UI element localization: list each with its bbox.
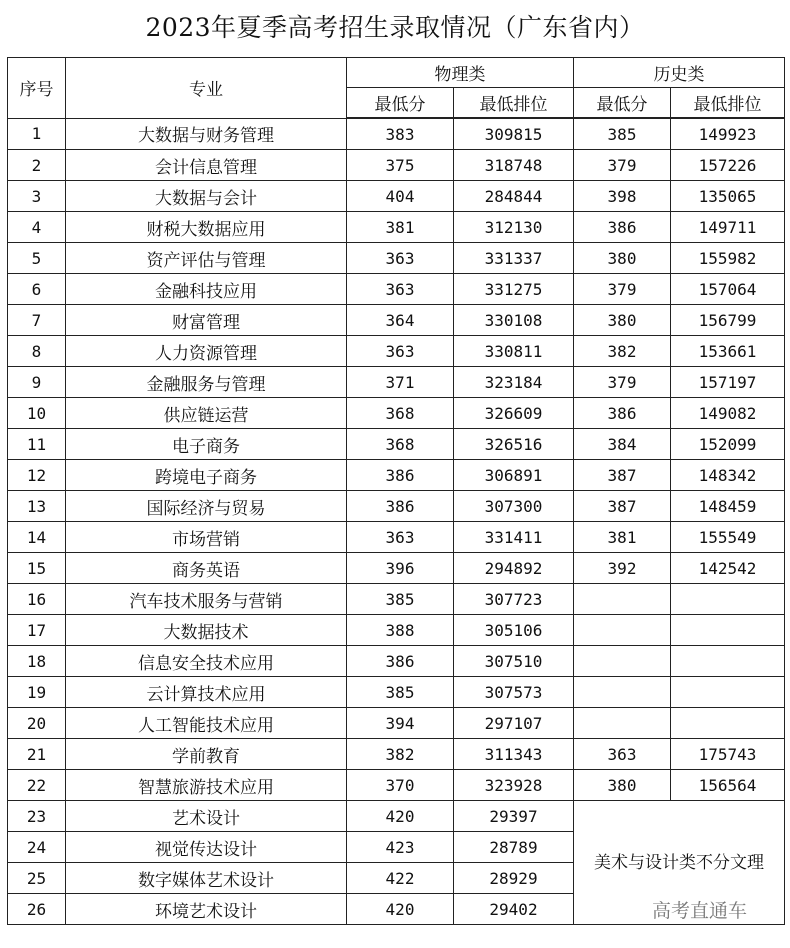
physics-min-rank-cell: 309815	[454, 118, 574, 150]
physics-min-score-cell: 386	[347, 460, 454, 491]
physics-min-rank-cell: 331337	[454, 243, 574, 274]
header-history: 历史类	[574, 58, 785, 88]
physics-min-rank-cell: 323184	[454, 367, 574, 398]
physics-min-score-cell: 386	[347, 491, 454, 522]
history-min-rank-cell	[671, 677, 785, 708]
history-min-rank-cell: 149711	[671, 212, 785, 243]
physics-min-score-cell: 363	[347, 243, 454, 274]
physics-min-score-cell: 363	[347, 274, 454, 305]
physics-min-score-cell: 371	[347, 367, 454, 398]
history-min-rank-cell: 156799	[671, 305, 785, 336]
seq-cell: 5	[8, 243, 66, 274]
history-min-score-cell	[574, 677, 671, 708]
history-min-score-cell: 386	[574, 212, 671, 243]
table-row	[8, 677, 785, 708]
table-row	[8, 274, 785, 305]
seq-cell: 17	[8, 615, 66, 646]
history-min-rank-cell	[671, 584, 785, 615]
physics-min-score-cell: 404	[347, 181, 454, 212]
physics-min-score-cell: 386	[347, 646, 454, 677]
history-min-rank-cell: 142542	[671, 553, 785, 584]
major-cell: 跨境电子商务	[66, 460, 347, 491]
history-min-rank-cell: 148342	[671, 460, 785, 491]
history-min-score-cell: 379	[574, 274, 671, 305]
physics-min-rank-cell: 306891	[454, 460, 574, 491]
table-row	[8, 491, 785, 522]
major-cell: 智慧旅游技术应用	[66, 770, 347, 801]
header-seq: 序号	[8, 58, 66, 119]
physics-min-rank-cell: 318748	[454, 150, 574, 181]
history-min-rank-cell: 149082	[671, 398, 785, 429]
seq-cell: 20	[8, 708, 66, 739]
history-min-rank-cell: 148459	[671, 491, 785, 522]
physics-min-score-cell: 381	[347, 212, 454, 243]
seq-cell: 12	[8, 460, 66, 491]
major-cell: 学前教育	[66, 739, 347, 770]
history-min-rank-cell: 149923	[671, 118, 785, 150]
seq-cell: 15	[8, 553, 66, 584]
major-cell: 商务英语	[66, 553, 347, 584]
table-row	[8, 646, 785, 677]
physics-min-rank-cell: 326516	[454, 429, 574, 460]
major-cell: 环境艺术设计	[66, 894, 347, 925]
seq-cell: 26	[8, 894, 66, 925]
history-min-score-cell	[574, 708, 671, 739]
header-history-min-score: 最低分	[574, 88, 671, 119]
seq-cell: 18	[8, 646, 66, 677]
physics-min-rank-cell: 305106	[454, 615, 574, 646]
seq-cell: 2	[8, 150, 66, 181]
major-cell: 电子商务	[66, 429, 347, 460]
physics-min-score-cell: 363	[347, 522, 454, 553]
physics-min-score-cell: 420	[347, 801, 454, 832]
physics-min-score-cell: 370	[347, 770, 454, 801]
seq-cell: 1	[8, 118, 66, 150]
major-cell: 金融服务与管理	[66, 367, 347, 398]
seq-cell: 23	[8, 801, 66, 832]
physics-min-rank-cell: 331411	[454, 522, 574, 553]
history-min-score-cell: 386	[574, 398, 671, 429]
physics-min-score-cell: 375	[347, 150, 454, 181]
seq-cell: 6	[8, 274, 66, 305]
history-min-rank-cell: 157197	[671, 367, 785, 398]
table-row	[8, 460, 785, 491]
physics-min-score-cell: 394	[347, 708, 454, 739]
physics-min-score-cell: 383	[347, 118, 454, 150]
major-cell: 财税大数据应用	[66, 212, 347, 243]
history-min-score-cell	[574, 615, 671, 646]
seq-cell: 3	[8, 181, 66, 212]
physics-min-score-cell: 420	[347, 894, 454, 925]
table-row	[8, 181, 785, 212]
major-cell: 市场营销	[66, 522, 347, 553]
seq-cell: 24	[8, 832, 66, 863]
table-row	[8, 429, 785, 460]
physics-min-rank-cell: 297107	[454, 708, 574, 739]
history-min-rank-cell: 155982	[671, 243, 785, 274]
physics-min-score-cell: 385	[347, 677, 454, 708]
physics-min-rank-cell: 307573	[454, 677, 574, 708]
major-cell: 国际经济与贸易	[66, 491, 347, 522]
table-row	[8, 398, 785, 429]
major-cell: 汽车技术服务与营销	[66, 584, 347, 615]
history-min-rank-cell	[671, 615, 785, 646]
physics-min-rank-cell: 307300	[454, 491, 574, 522]
major-cell: 大数据技术	[66, 615, 347, 646]
header-major: 专业	[66, 58, 347, 119]
watermark: 高考直通车	[652, 900, 748, 922]
physics-min-score-cell: 422	[347, 863, 454, 894]
physics-min-rank-cell: 29397	[454, 801, 574, 832]
history-min-score-cell: 382	[574, 336, 671, 367]
physics-min-rank-cell: 307723	[454, 584, 574, 615]
table-row	[8, 553, 785, 584]
seq-cell: 21	[8, 739, 66, 770]
physics-min-score-cell: 368	[347, 398, 454, 429]
physics-min-rank-cell: 323928	[454, 770, 574, 801]
seq-cell: 16	[8, 584, 66, 615]
physics-min-score-cell: 363	[347, 336, 454, 367]
physics-min-score-cell: 388	[347, 615, 454, 646]
history-min-rank-cell	[671, 646, 785, 677]
physics-min-rank-cell: 307510	[454, 646, 574, 677]
physics-min-rank-cell: 331275	[454, 274, 574, 305]
history-min-score-cell: 385	[574, 118, 671, 150]
history-min-score-cell	[574, 584, 671, 615]
history-min-score-cell: 380	[574, 243, 671, 274]
seq-cell: 4	[8, 212, 66, 243]
table-row	[8, 770, 785, 801]
physics-min-rank-cell: 29402	[454, 894, 574, 925]
physics-min-score-cell: 396	[347, 553, 454, 584]
major-cell: 会计信息管理	[66, 150, 347, 181]
history-min-score-cell: 387	[574, 460, 671, 491]
seq-cell: 13	[8, 491, 66, 522]
seq-cell: 10	[8, 398, 66, 429]
history-min-rank-cell: 157064	[671, 274, 785, 305]
table-row	[8, 522, 785, 553]
major-cell: 艺术设计	[66, 801, 347, 832]
history-min-rank-cell: 157226	[671, 150, 785, 181]
history-min-rank-cell	[671, 708, 785, 739]
major-cell: 视觉传达设计	[66, 832, 347, 863]
page-title: 2023年夏季高考招生录取情况（广东省内）	[145, 13, 645, 42]
physics-min-rank-cell: 28789	[454, 832, 574, 863]
physics-min-rank-cell: 330811	[454, 336, 574, 367]
history-min-score-cell: 384	[574, 429, 671, 460]
major-cell: 金融科技应用	[66, 274, 347, 305]
history-min-rank-cell: 135065	[671, 181, 785, 212]
seq-cell: 25	[8, 863, 66, 894]
table-row	[8, 336, 785, 367]
table-row	[8, 243, 785, 274]
physics-min-score-cell: 368	[347, 429, 454, 460]
table-row	[8, 615, 785, 646]
admission-table	[7, 57, 785, 925]
physics-min-score-cell: 385	[347, 584, 454, 615]
physics-min-rank-cell: 284844	[454, 181, 574, 212]
history-min-rank-cell: 153661	[671, 336, 785, 367]
header-physics-min-rank: 最低排位	[454, 88, 574, 119]
table-row	[8, 708, 785, 739]
physics-min-rank-cell: 294892	[454, 553, 574, 584]
table-row	[8, 150, 785, 181]
major-cell: 财富管理	[66, 305, 347, 336]
table-row	[8, 305, 785, 336]
major-cell: 数字媒体艺术设计	[66, 863, 347, 894]
header-physics: 物理类	[347, 58, 574, 88]
table-body	[8, 118, 785, 925]
header-physics-min-score: 最低分	[347, 88, 454, 119]
history-min-score-cell: 392	[574, 553, 671, 584]
physics-min-rank-cell: 312130	[454, 212, 574, 243]
header-history-min-rank: 最低排位	[671, 88, 785, 119]
seq-cell: 19	[8, 677, 66, 708]
major-cell: 人工智能技术应用	[66, 708, 347, 739]
physics-min-rank-cell: 330108	[454, 305, 574, 336]
seq-cell: 22	[8, 770, 66, 801]
table-row	[8, 801, 785, 832]
seq-cell: 7	[8, 305, 66, 336]
major-cell: 资产评估与管理	[66, 243, 347, 274]
seq-cell: 9	[8, 367, 66, 398]
history-min-score-cell: 398	[574, 181, 671, 212]
seq-cell: 14	[8, 522, 66, 553]
physics-min-score-cell: 423	[347, 832, 454, 863]
major-cell: 云计算技术应用	[66, 677, 347, 708]
table-row	[8, 118, 785, 150]
history-min-score-cell: 380	[574, 770, 671, 801]
physics-min-score-cell: 382	[347, 739, 454, 770]
history-min-rank-cell: 156564	[671, 770, 785, 801]
table-row	[8, 584, 785, 615]
physics-min-rank-cell: 28929	[454, 863, 574, 894]
major-cell: 信息安全技术应用	[66, 646, 347, 677]
major-cell: 人力资源管理	[66, 336, 347, 367]
table-row	[8, 739, 785, 770]
history-min-score-cell: 363	[574, 739, 671, 770]
physics-min-rank-cell: 311343	[454, 739, 574, 770]
seq-cell: 8	[8, 336, 66, 367]
table-row	[8, 367, 785, 398]
history-min-score-cell: 381	[574, 522, 671, 553]
major-cell: 大数据与财务管理	[66, 118, 347, 150]
history-min-rank-cell: 175743	[671, 739, 785, 770]
physics-min-rank-cell: 326609	[454, 398, 574, 429]
history-min-score-cell	[574, 646, 671, 677]
physics-min-score-cell: 364	[347, 305, 454, 336]
art-note-cell: 美术与设计类不分文理	[574, 801, 785, 925]
table-row	[8, 212, 785, 243]
history-min-score-cell: 380	[574, 305, 671, 336]
history-min-rank-cell: 152099	[671, 429, 785, 460]
history-min-rank-cell: 155549	[671, 522, 785, 553]
major-cell: 大数据与会计	[66, 181, 347, 212]
history-min-score-cell: 379	[574, 150, 671, 181]
history-min-score-cell: 379	[574, 367, 671, 398]
major-cell: 供应链运营	[66, 398, 347, 429]
seq-cell: 11	[8, 429, 66, 460]
history-min-score-cell: 387	[574, 491, 671, 522]
